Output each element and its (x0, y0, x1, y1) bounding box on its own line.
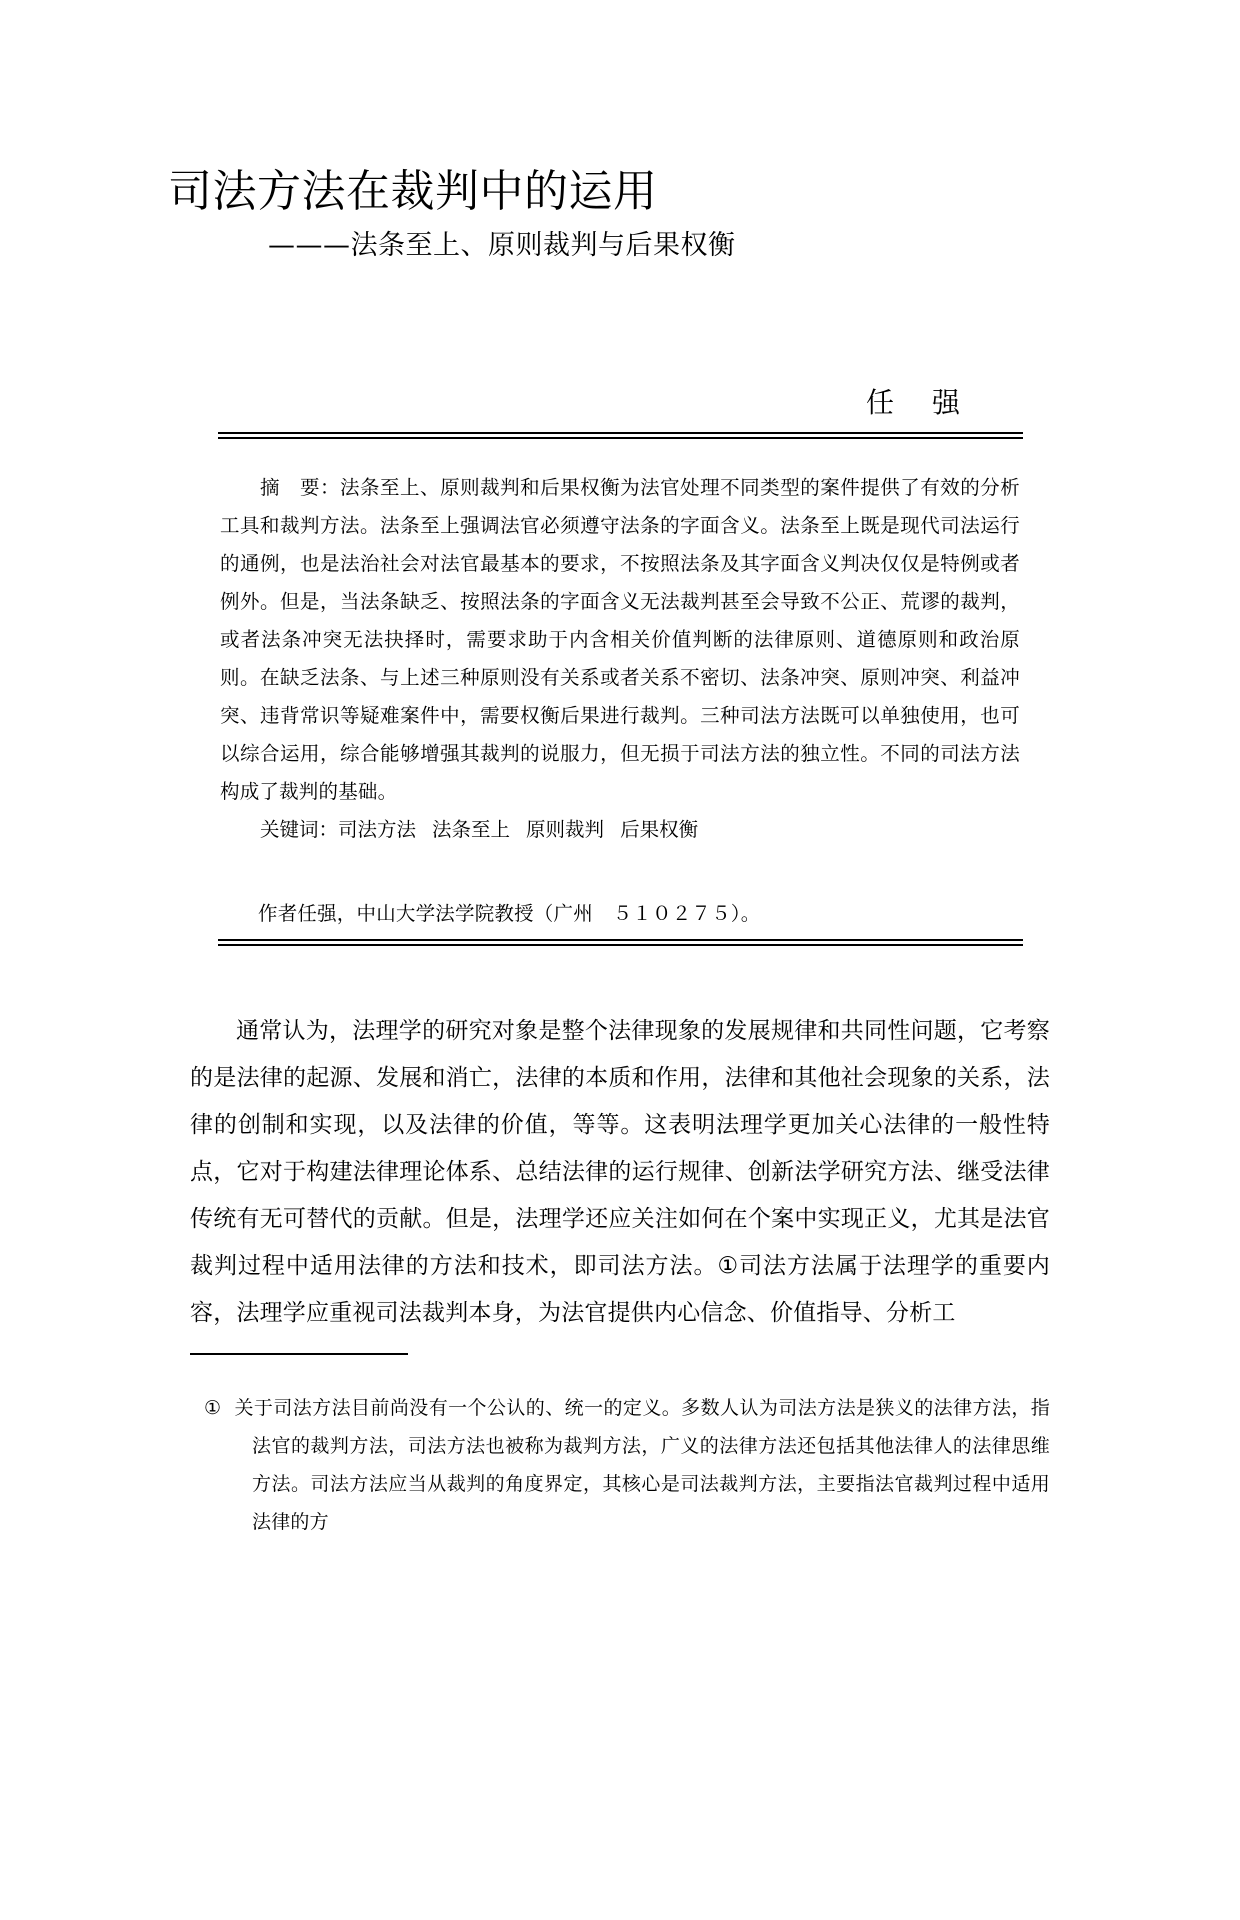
abstract-section (220, 439, 1020, 849)
page-subtitle: ———法条至上、原则裁判与后果权衡 (268, 229, 736, 261)
title-block (0, 166, 1240, 263)
document-page (0, 166, 1240, 1920)
keyword-item-2: 法条至上 (432, 818, 511, 841)
keywords-label: 关键词： (260, 818, 339, 841)
keyword-item-4: 后果权衡 (620, 818, 699, 841)
keyword-item-3: 原则裁判 (526, 818, 605, 841)
page-title: 司法方法在裁判中的运用 (168, 166, 658, 217)
body-paragraph-1: 通常认为，法理学的研究对象是整个法律现象的发展规律和共同性问题，它考察的是法律的起源、发展和消亡，法律的本质和作用，法律和其他社会现象的关系，法律的创制和实现，以及法律的价值，等等。这表明法理学更加关心法律的一般性特点，它对于构建法律理论体系、总结法律的运行规律、创新法学研究方法、继受法律传统有无可替代的贡献。但是，法理学还应关注如何在个案中实现正义，尤其是法官裁判过程中适用法律的方法和技术，即司法方法。①司法方法属于法理学的重要内容，法理学应重视司法裁判本身，为法官提供内心信念、价值指导、分析工 (190, 1018, 1050, 1326)
abstract-bottom-rule (218, 939, 1023, 946)
abstract-label: 摘 要： (260, 476, 341, 499)
abstract-text: 法条至上、原则裁判和后果权衡为法官处理不同类型的案件提供了有效的分析工具和裁判方法。法条至上强调法官必须遵守法条的字面含义。法条至上既是现代司法运行的通例，也是法治社会对法官最基本的要求，不按照法条及其字面含义判决仅仅是特例或者例外。但是，当法条缺乏、按照法条的字面含义无法裁判甚至会导致不公正、荒谬的裁判，或者法条冲突无法抉择时，需要求助于内含相关价值判断的法律原则、道德原则和政治原则。在缺乏法条、与上述三种原则没有关系或者关系不密切、法条冲突、原则冲突、利益冲突、违背常识等疑难案件中，需要权衡后果进行裁判。三种司法方法既可以单独使用，也可以综合运用，综合能够增强其裁判的说服力，但无损于司法方法的独立性。不同的司法方法构成了裁判的基础。 (220, 476, 1020, 803)
abstract-paragraph (220, 469, 1020, 811)
author-name (866, 386, 962, 419)
author-affiliation: 作者任强，中山大学法学院教授（广州 ５１０２７５）。 (258, 902, 761, 925)
footnote-list (190, 1355, 1050, 1541)
keyword-item-1: 司法方法 (338, 818, 417, 841)
author-given-name: 强 (931, 386, 962, 419)
keywords-paragraph (220, 811, 1020, 849)
affiliation-section (220, 849, 1020, 931)
footnote-text: 关于司法方法目前尚没有一个公认的、统一的定义。多数人认为司法方法是狭义的法律方法，指法官的裁判方法，司法方法也被称为裁判方法，广义的法律方法还包括其他法律人的法律思维方法。司法方法应当从裁判的角度界定，其核心是司法裁判方法，主要指法官裁判过程中适用法律的方 (234, 1397, 1050, 1533)
author-surname: 任 (865, 386, 896, 419)
footnote-item: ① 关于司法方法目前尚没有一个公认的、统一的定义。多数人认为司法方法是狭义的法律方法，指法官的裁判方法，司法方法也被称为裁判方法，广义的法律方法还包括其他法律人的法律思维方法。司法方法应当从裁判的角度界定，其核心是司法裁判方法，主要指法官裁判过程中适用法律的方 (204, 1397, 1050, 1533)
author-byline (0, 381, 1240, 421)
footnote-section (190, 1337, 1050, 1541)
body-section (190, 946, 1050, 1337)
abstract-top-rule (218, 432, 1023, 439)
